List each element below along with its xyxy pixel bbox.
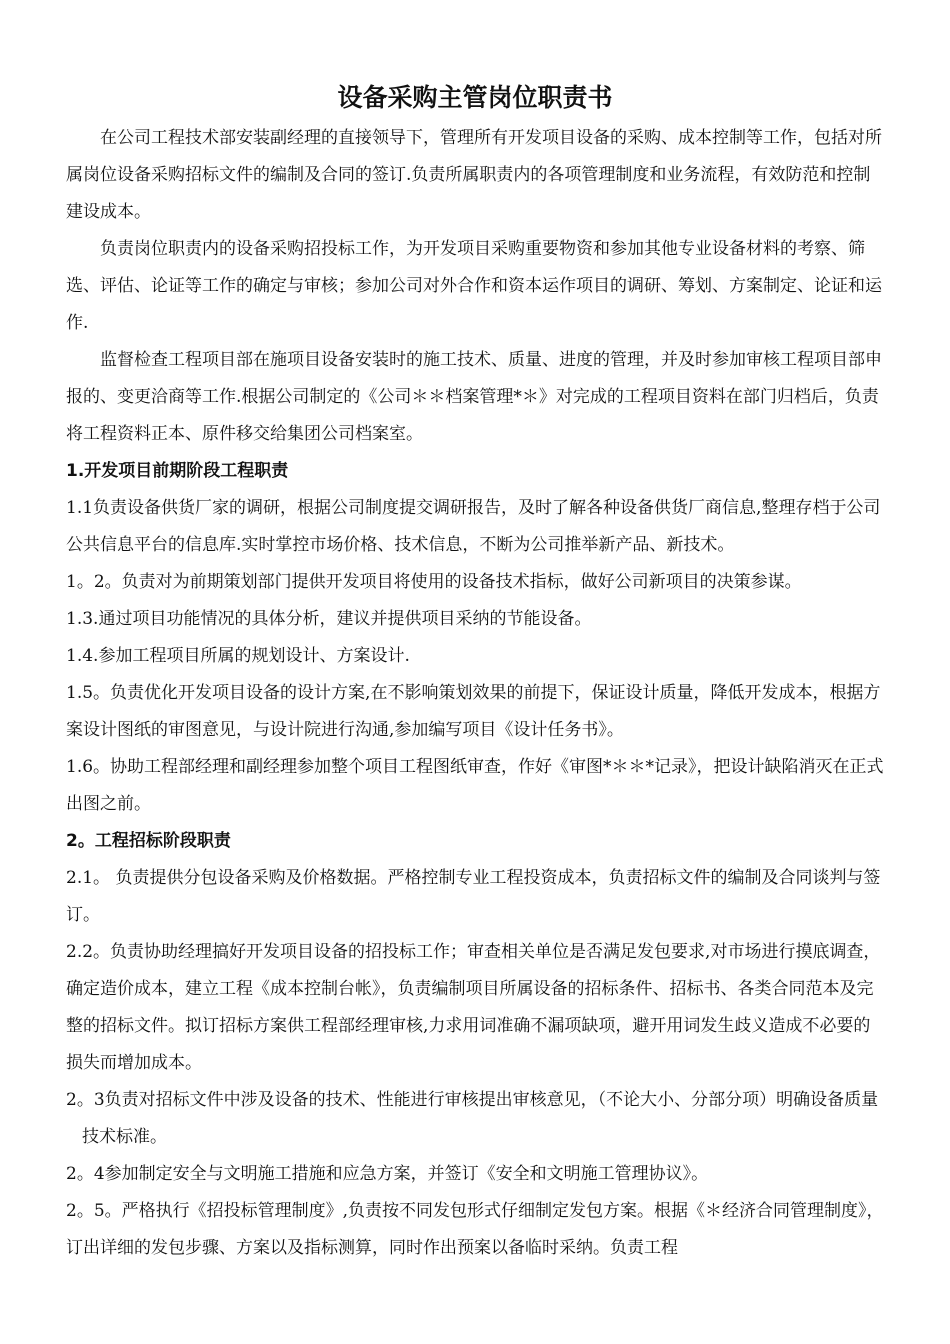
document-title: 设备采购主管岗位职责书 [337, 83, 613, 112]
section-2-item: 2。5。严格执行《招投标管理制度》,负责按不同发包形式仔细制定发包方案。根据《＊经济合同管理制度》，订出详细的发包步骤、方案以及指标测算，同时作出预案以备临时采纳。负责工程 [66, 1201, 884, 1258]
section-1-item: 1。2。负责对为前期策划部门提供开发项目将使用的设备技术指标，做好公司新项目的决策参谋。 [66, 572, 802, 592]
section-1-item: 1.1负责设备供货厂家的调研，根据公司制度提交调研报告，及时了解各种设备供货厂商信息,整理存档于公司公共信息平台的信息库.实时掌控市场价格、技术信息，不断为公司推举新产品、新技术。 [66, 498, 881, 555]
section-1-item: 1.3.通过项目功能情况的具体分析，建议并提供项目采纳的节能设备。 [66, 609, 592, 629]
intro-paragraph-2: 负责岗位职责内的设备采购招投标工作，为开发项目采购重要物资和参加其他专业设备材料的考察、筛选、评估、论证等工作的确定与审核；参加公司对外合作和资本运作项目的调研、筹划、方案制定、论证和运作. [66, 239, 882, 333]
intro-paragraph-1: 在公司工程技术部安装副经理的直接领导下，管理所有开发项目设备的采购、成本控制等工作，包括对所属岗位设备采购招标文件的编制及合同的签订.负责所属职责内的各项管理制度和业务流程，有效防范和控制建设成本。 [66, 128, 882, 222]
section-2-item: 2。4参加制定安全与文明施工措施和应急方案，并签订《安全和文明施工管理协议》。 [66, 1164, 709, 1184]
section-2-item: 2.1。 负责提供分包设备采购及价格数据。严格控制专业工程投资成本，负责招标文件的编制及合同谈判与签订。 [66, 868, 881, 925]
section-1-item: 1.5。负责优化开发项目设备的设计方案,在不影响策划效果的前提下，保证设计质量，降低开发成本，根据方案设计图纸的审图意见，与设计院进行沟通,参加编写项目《设计任务书》。 [66, 683, 881, 740]
section-1-item: 1.4.参加工程项目所属的规划设计、方案设计. [66, 646, 410, 666]
section-2-item: 2.2。负责协助经理搞好开发项目设备的招投标工作；审查相关单位是否满足发包要求,对市场进行摸底调查，确定造价成本，建立工程《成本控制台帐》，负责编制项目所属设备的招标条件、招标书、各类合同范本及完整的招标文件。拟订招标方案供工程部经理审核,力求用词准确不漏项缺项，避开用词发生歧义造成不必要的损失而增加成本。 [66, 942, 881, 1073]
section-1-heading: 1.开发项目前期阶段工程职责 [66, 461, 289, 481]
intro-paragraph-3: 监督检查工程项目部在施项目设备安装时的施工技术、质量、进度的管理，并及时参加审核工程项目部申报的、变更洽商等工作.根据公司制定的《公司＊＊档案管理*＊》对完成的工程项目资料在部门归档后，负责将工程资料正本、原件移交给集团公司档案室。 [66, 350, 882, 444]
section-2-heading: 2。工程招标阶段职责 [66, 831, 231, 851]
section-1-item: 1.6。协助工程部经理和副经理参加整个项目工程图纸审查，作好《审图*＊＊*记录》，把设计缺陷消灭在正式出图之前。 [66, 757, 884, 814]
section-2-item: 2。3负责对招标文件中涉及设备的技术、性能进行审核提出审核意见，（不论大小、分部分项）明确设备质量技术标准。 [66, 1090, 879, 1147]
